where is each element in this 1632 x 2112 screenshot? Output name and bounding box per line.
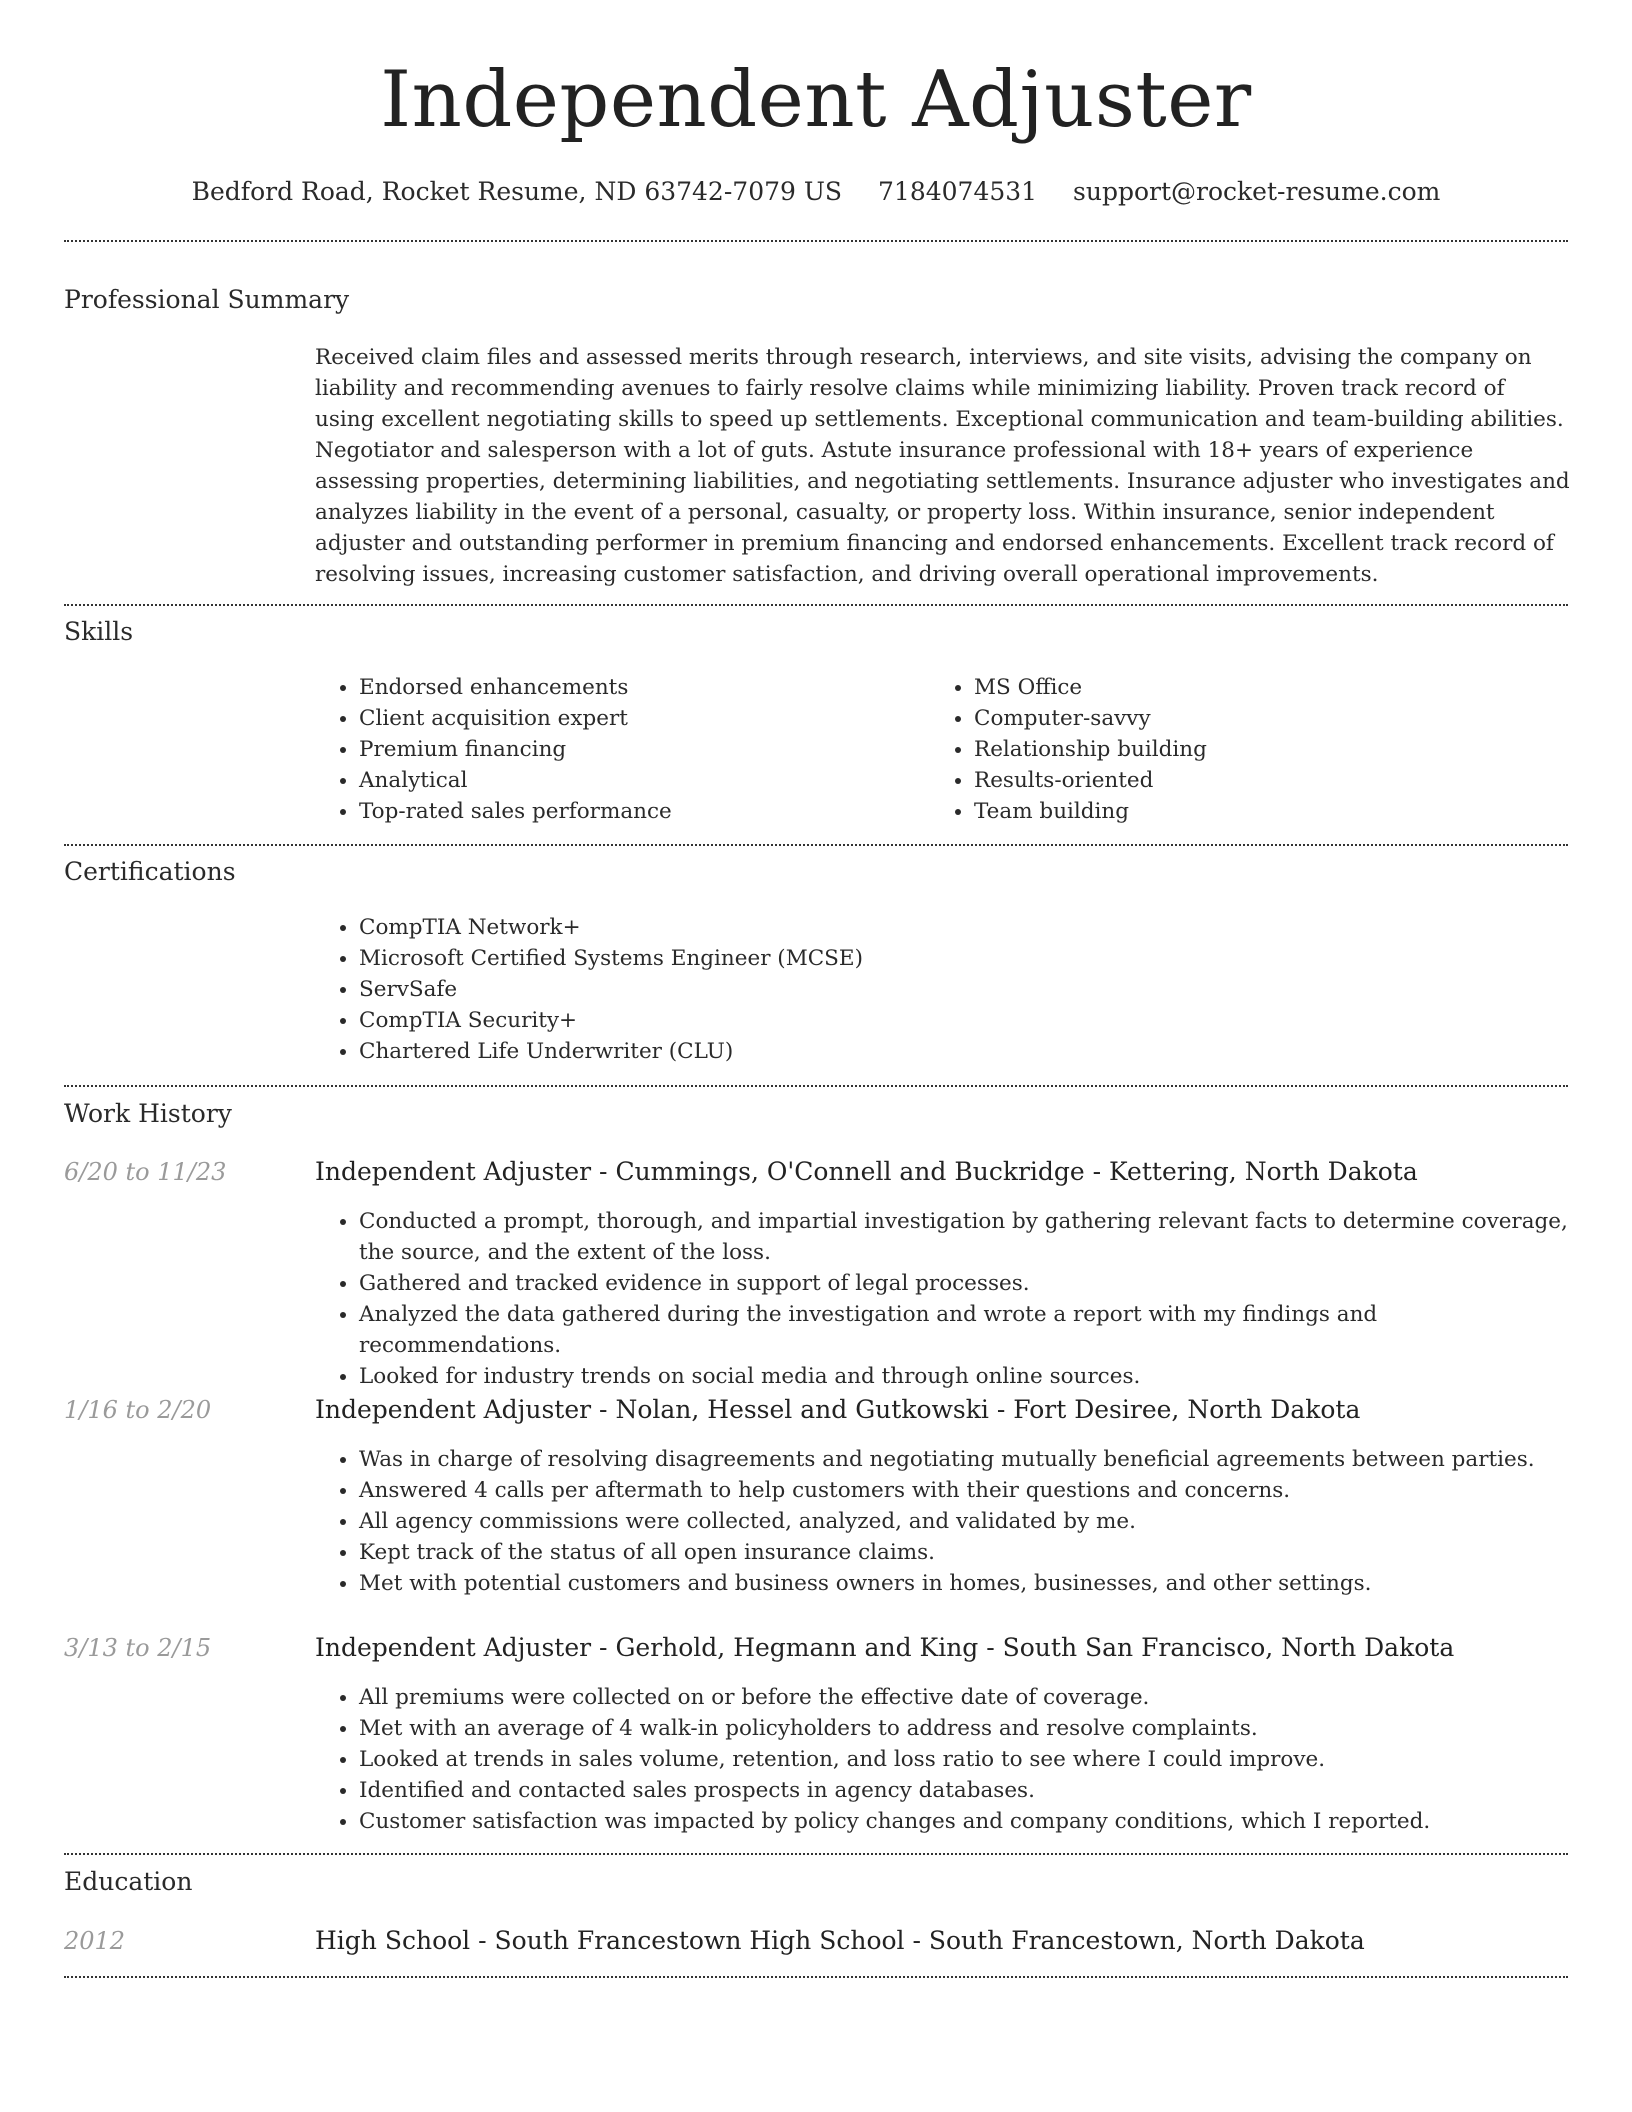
skill-item: • Computer-savvy bbox=[974, 703, 1574, 734]
contact-address: Bedford Road, Rocket Resume, ND 63742-7079 US bbox=[191, 177, 843, 206]
job-bullet: • All agency commissions were collected, analyzed, and validated by me. bbox=[359, 1506, 1569, 1537]
skills-list-right bbox=[930, 672, 1574, 827]
job-bullet: • All premiums were collected on or before the effective date of coverage. bbox=[359, 1682, 1569, 1713]
job-bullet: • Looked at trends in sales volume, retention, and loss ratio to see where I could improve. bbox=[359, 1744, 1569, 1775]
education-title: Education bbox=[64, 1867, 193, 1896]
skill-item: • Analytical bbox=[359, 765, 919, 796]
job-bullet: • Kept track of the status of all open insurance claims. bbox=[359, 1537, 1569, 1568]
section-divider bbox=[64, 1853, 1568, 1855]
job-bullets bbox=[315, 1444, 1569, 1599]
certification-item: • ServSafe bbox=[359, 974, 1559, 1005]
section-divider bbox=[64, 1976, 1568, 1978]
work-history-title: Work History bbox=[64, 1099, 232, 1128]
job-bullet: • Answered 4 calls per aftermath to help customers with their questions and concerns. bbox=[359, 1475, 1569, 1506]
job-bullet: • Met with an average of 4 walk-in policyholders to address and resolve complaints. bbox=[359, 1713, 1569, 1744]
job-bullet: • Analyzed the data gathered during the investigation and wrote a report with my findings and recommendations. bbox=[359, 1299, 1569, 1361]
section-divider bbox=[64, 604, 1568, 606]
skill-item: • Team building bbox=[974, 796, 1574, 827]
job-bullet: • Was in charge of resolving disagreements and negotiating mutually beneficial agreements between parties. bbox=[359, 1444, 1569, 1475]
certification-item: • Chartered Life Underwriter (CLU) bbox=[359, 1036, 1559, 1067]
certifications-title: Certifications bbox=[64, 857, 236, 886]
contact-line bbox=[64, 176, 1568, 208]
job-heading: Independent Adjuster - Gerhold, Hegmann and King - South San Francisco, North Dakota bbox=[315, 1633, 1455, 1662]
job-heading: Independent Adjuster - Cummings, O'Connell and Buckridge - Kettering, North Dakota bbox=[315, 1157, 1418, 1186]
skill-item: • Client acquisition expert bbox=[359, 703, 919, 734]
job-bullet: • Identified and contacted sales prospects in agency databases. bbox=[359, 1775, 1569, 1806]
summary-title: Professional Summary bbox=[64, 285, 350, 314]
summary-text: Received claim files and assessed merits through research, interviews, and site visits, advising the company on liability and recommending avenues to fairly resolve claims while minimizing liability. Proven track record of using excellent negotiating skills to speed up settlements. Exceptional communication and team-building abilities. Negotiator and salesperson with a lot of guts. Astute insurance professional with 18+ years of experience assessing properties, determining liabilities, and negotiating settlements. Insurance adjuster who investigates and analyzes liability in the event of a personal, casualty, or property loss. Within insurance, senior independent adjuster and outstanding performer in premium financing and endorsed enhancements. Excellent track record of resolving issues, increasing customer satisfaction, and driving overall operational improvements. bbox=[315, 345, 1570, 587]
skill-item: • Relationship building bbox=[974, 734, 1574, 765]
section-divider bbox=[64, 844, 1568, 846]
section-divider bbox=[64, 1085, 1568, 1087]
education-year: 2012 bbox=[64, 1927, 126, 1955]
job-bullet: • Conducted a prompt, thorough, and impartial investigation by gathering relevant facts to determine coverage, the source, and the extent of the loss. bbox=[359, 1206, 1569, 1268]
certification-item: • CompTIA Network+ bbox=[359, 912, 1559, 943]
section-divider bbox=[64, 240, 1568, 242]
skill-item: • Premium financing bbox=[359, 734, 919, 765]
job-dates: 3/13 to 2/15 bbox=[64, 1634, 212, 1662]
skills-list-left bbox=[315, 672, 919, 827]
skill-item: • MS Office bbox=[974, 672, 1574, 703]
education-heading: High School - South Francestown High School - South Francestown, North Dakota bbox=[315, 1926, 1365, 1955]
contact-phone: 7184074531 bbox=[878, 177, 1038, 206]
certification-item: • CompTIA Security+ bbox=[359, 1005, 1559, 1036]
candidate-name: Independent Adjuster bbox=[380, 55, 1252, 145]
skill-item: • Results-oriented bbox=[974, 765, 1574, 796]
certifications-list bbox=[315, 912, 1559, 1067]
job-bullet: • Gathered and tracked evidence in support of legal processes. bbox=[359, 1268, 1569, 1299]
job-bullet: • Met with potential customers and business owners in homes, businesses, and other settings. bbox=[359, 1568, 1569, 1599]
skills-title: Skills bbox=[64, 617, 134, 646]
skill-item: • Top-rated sales performance bbox=[359, 796, 919, 827]
resume-header bbox=[64, 52, 1568, 208]
job-bullet: • Looked for industry trends on social media and through online sources. bbox=[359, 1361, 1569, 1392]
job-heading: Independent Adjuster - Nolan, Hessel and Gutkowski - Fort Desiree, North Dakota bbox=[315, 1395, 1361, 1424]
job-dates: 1/16 to 2/20 bbox=[64, 1396, 212, 1424]
certification-item: • Microsoft Certified Systems Engineer (MCSE) bbox=[359, 943, 1559, 974]
contact-email: support@rocket-resume.com bbox=[1073, 177, 1441, 206]
job-dates: 6/20 to 11/23 bbox=[64, 1158, 227, 1186]
job-bullets bbox=[315, 1206, 1569, 1392]
skill-item: • Endorsed enhancements bbox=[359, 672, 919, 703]
job-bullet: • Customer satisfaction was impacted by policy changes and company conditions, which I reported. bbox=[359, 1806, 1569, 1837]
job-bullets bbox=[315, 1682, 1569, 1837]
